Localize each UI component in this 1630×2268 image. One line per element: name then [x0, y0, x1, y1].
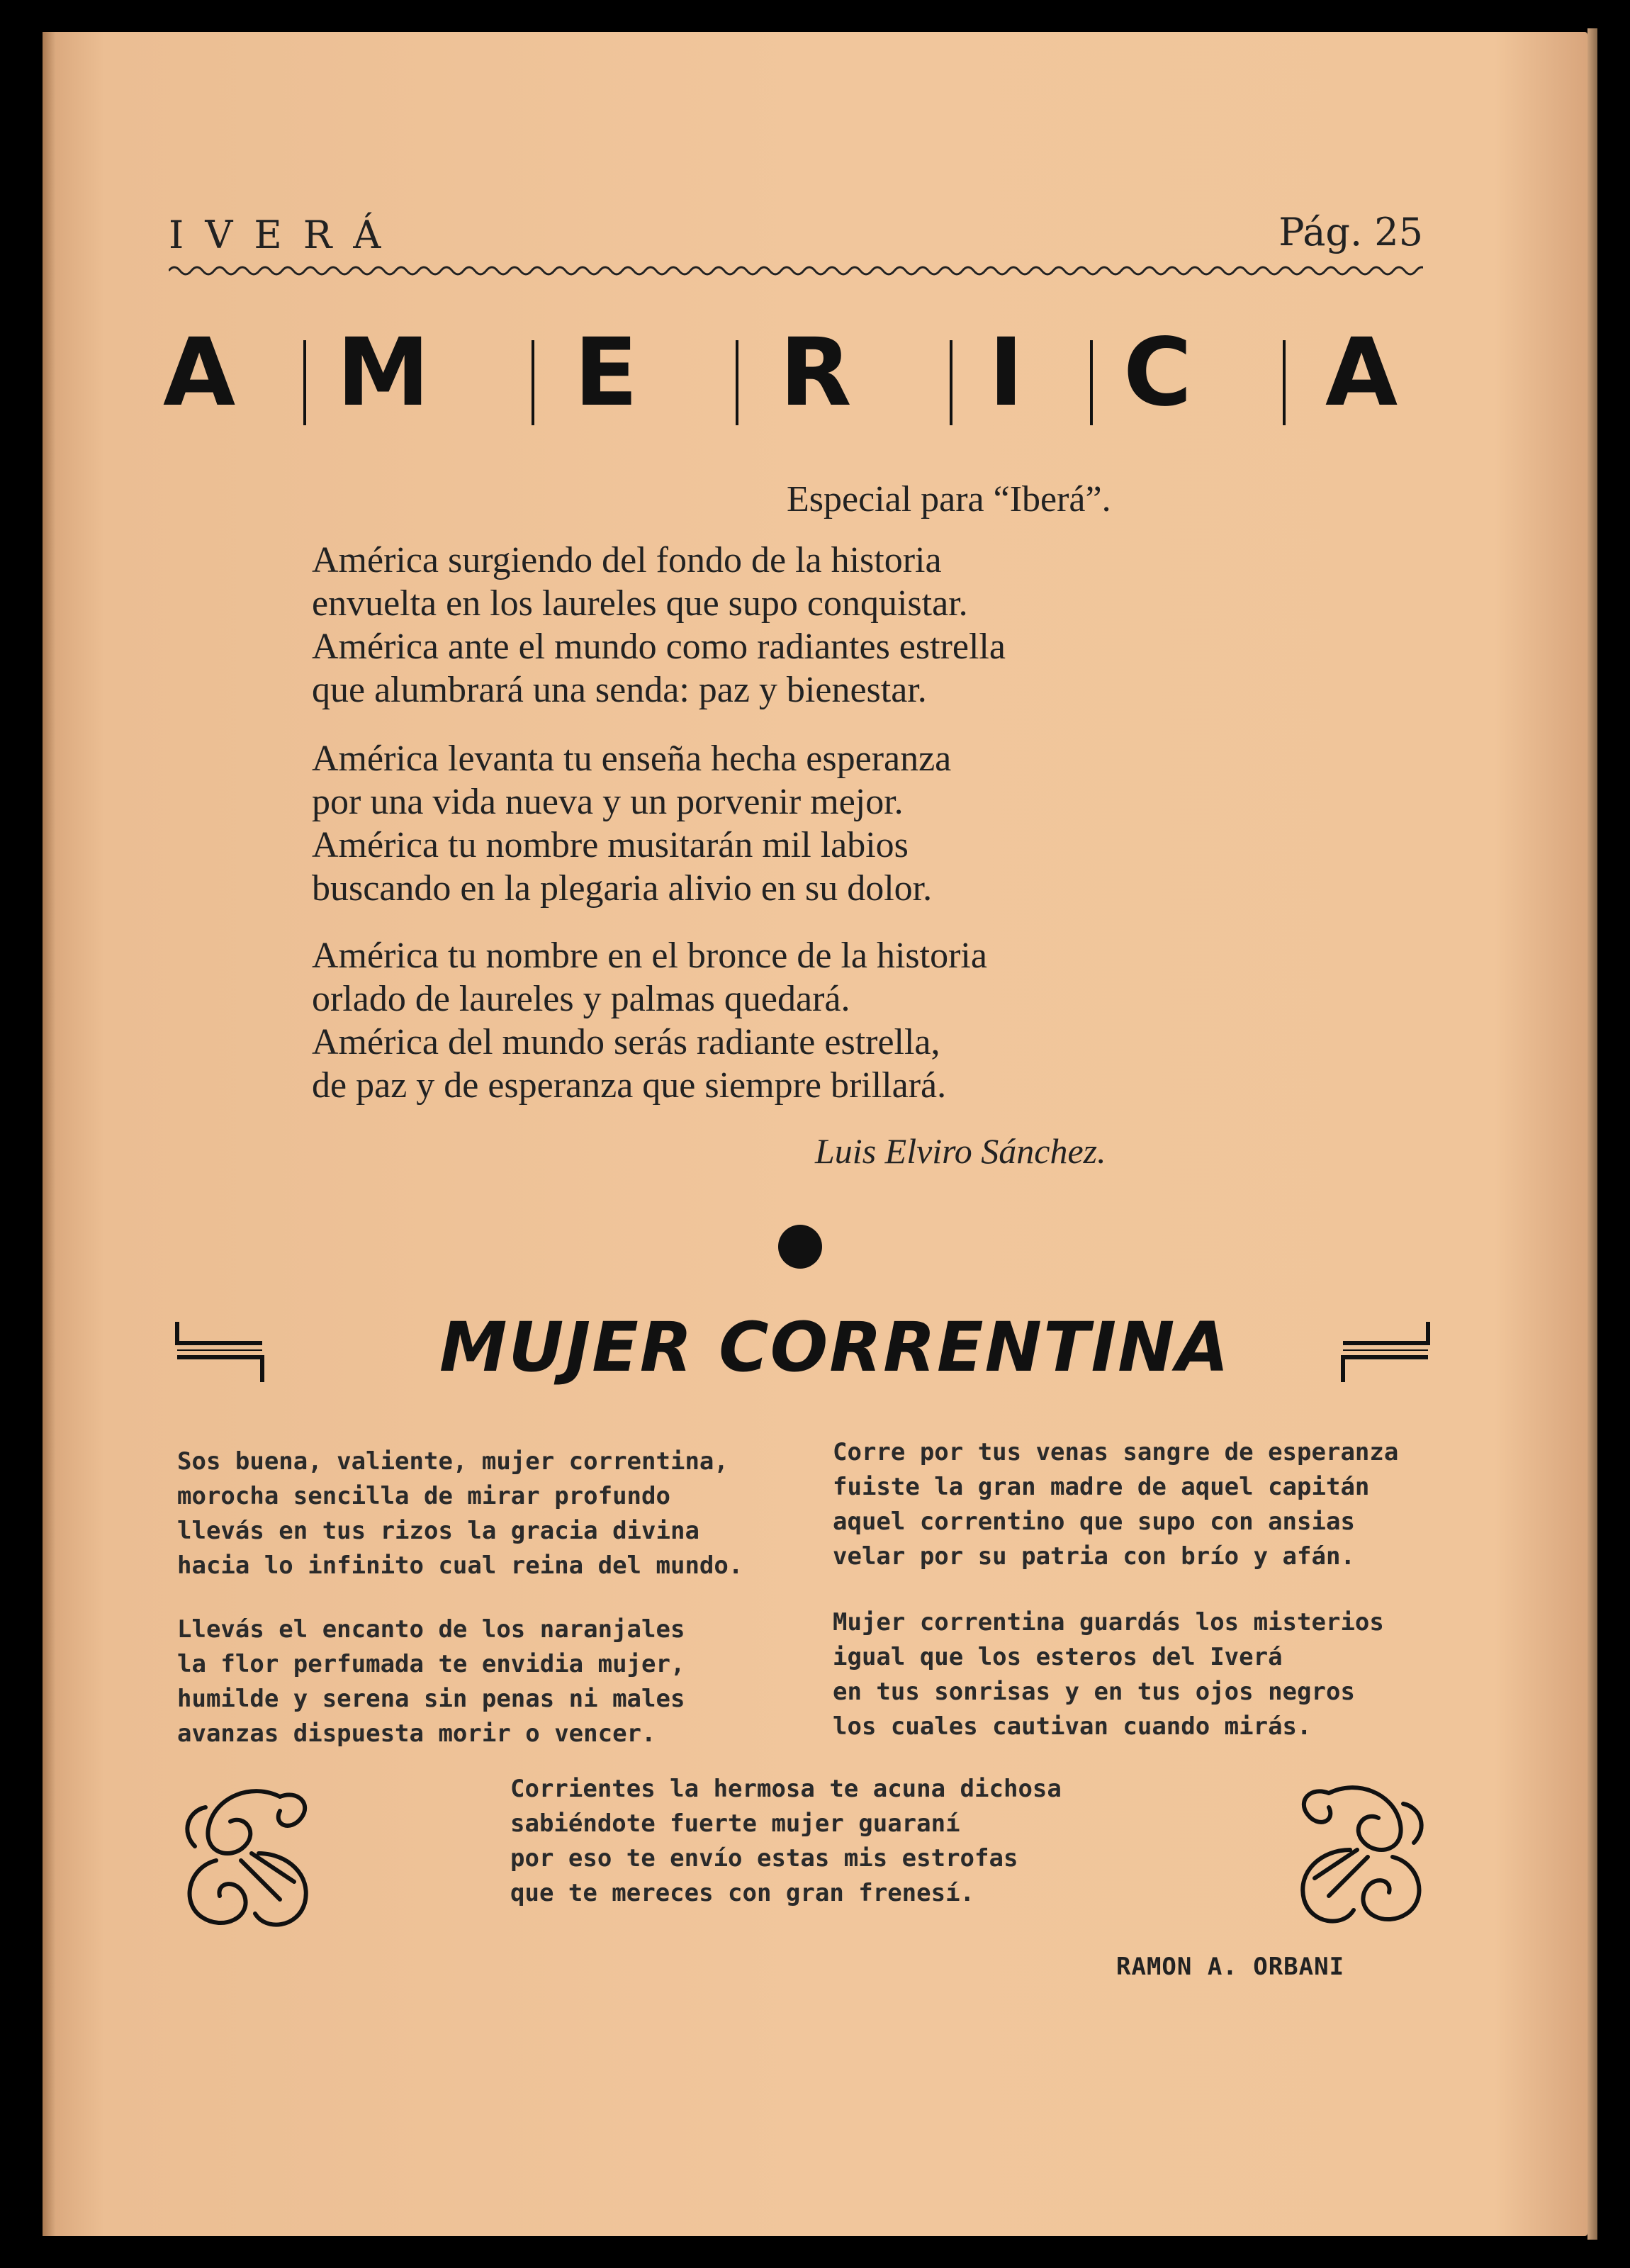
america-title — [156, 318, 1432, 439]
title-divider — [303, 340, 306, 425]
title-letter: C — [1123, 318, 1192, 427]
title-divider — [1090, 340, 1093, 425]
title-letter: R — [780, 318, 852, 427]
dedication: Especial para “Iberá”. — [787, 479, 1111, 520]
poem-stanza — [312, 737, 951, 910]
poem-line: avanzas dispuesta morir o vencer. — [177, 1719, 656, 1748]
magazine-title: IVERÁ — [169, 213, 403, 257]
title-bracket-left — [174, 1315, 266, 1393]
poem-author: Luis Elviro Sánchez. — [815, 1131, 1106, 1171]
floral-ornament-icon — [1286, 1772, 1435, 1935]
poem-stanza — [177, 1612, 685, 1751]
poem-stanza — [177, 1444, 743, 1583]
page-header — [169, 206, 1423, 269]
poem-line: la flor perfumada te envidia mujer, — [177, 1650, 685, 1678]
page-gutter — [43, 32, 55, 2236]
poem-line: América surgiendo del fondo de la historia — [312, 540, 942, 580]
poem-line: Llevás el encanto de los naranjales — [177, 1615, 685, 1644]
poem-line: sabiéndote fuerte mujer guaraní — [510, 1809, 960, 1838]
poem-line: orlado de laureles y palmas quedará. — [312, 979, 850, 1019]
poem-line: morocha sencilla de mirar profundo — [177, 1482, 670, 1510]
title-letter: M — [337, 318, 430, 427]
poem-line: fuiste la gran madre de aquel capitán — [833, 1473, 1370, 1501]
poem-stanza — [312, 539, 1006, 712]
poem-line: América del mundo serás radiante estrella, — [312, 1022, 940, 1062]
poem-author: RAMON A. ORBANI — [1116, 1953, 1345, 1981]
poem-title: MUJER CORRENTINA — [439, 1308, 1230, 1387]
poem-line: igual que los esteros del Iverá — [833, 1643, 1283, 1671]
poem-line: América tu nombre musitarán mil labios — [312, 825, 909, 865]
poem-line: humilde y serena sin penas ni males — [177, 1685, 685, 1713]
poem-stanza — [833, 1435, 1398, 1574]
poem-line: envuelta en los laureles que supo conquistar. — [312, 583, 968, 624]
poem-line: velar por su patria con brío y afán. — [833, 1542, 1355, 1571]
poem-line: por eso te envío estas mis estrofas — [510, 1844, 1018, 1873]
poem-line: América levanta tu enseña hecha esperanza — [312, 739, 952, 779]
page-number: Pág. 25 — [1278, 210, 1423, 254]
poem-stanza — [510, 1772, 1062, 1911]
poem-line: Corrientes la hermosa te acuna dichosa — [510, 1775, 1062, 1803]
poem-line: por una vida nueva y un porvenir mejor. — [312, 782, 904, 822]
poem-stanza — [833, 1605, 1384, 1744]
poem-line: Mujer correntina guardás los misterios — [833, 1608, 1384, 1637]
poem-line: buscando en la plegaria alivio en su dolor. — [312, 868, 933, 909]
title-letter: A — [163, 318, 236, 427]
title-letter: I — [989, 318, 1024, 427]
poem-line: Sos buena, valiente, mujer correntina, — [177, 1447, 729, 1476]
poem-stanza — [312, 934, 987, 1107]
title-divider — [950, 340, 952, 425]
title-letter: E — [574, 318, 639, 427]
title-divider — [736, 340, 738, 425]
title-bracket-right — [1339, 1315, 1432, 1393]
poem-line: aquel correntino que supo con ansias — [833, 1508, 1355, 1536]
poem-line: en tus sonrisas y en tus ojos negros — [833, 1678, 1355, 1706]
poem-line: América tu nombre en el bronce de la historia — [312, 936, 987, 976]
poem-line: de paz y de esperanza que siempre brillará. — [312, 1065, 947, 1106]
poem-line: Corre por tus venas sangre de esperanza — [833, 1438, 1399, 1466]
poem-line: llevás en tus rizos la gracia divina — [177, 1517, 699, 1545]
floral-ornament-icon — [174, 1775, 322, 1938]
section-separator-dot — [778, 1225, 822, 1269]
poem-line: América ante el mundo como radiantes estrella — [312, 627, 1006, 667]
poem-line: que alumbrará una senda: paz y bienestar. — [312, 670, 927, 710]
title-letter: A — [1325, 318, 1398, 427]
title-divider — [532, 340, 534, 425]
page-edge — [1587, 28, 1597, 2240]
poem-line: que te mereces con gran frenesí. — [510, 1879, 975, 1907]
title-divider — [1283, 340, 1286, 425]
poem-line: los cuales cautivan cuando mirás. — [833, 1712, 1312, 1741]
wavy-rule — [169, 262, 1423, 279]
poem-line: hacia lo infinito cual reina del mundo. — [177, 1551, 743, 1580]
